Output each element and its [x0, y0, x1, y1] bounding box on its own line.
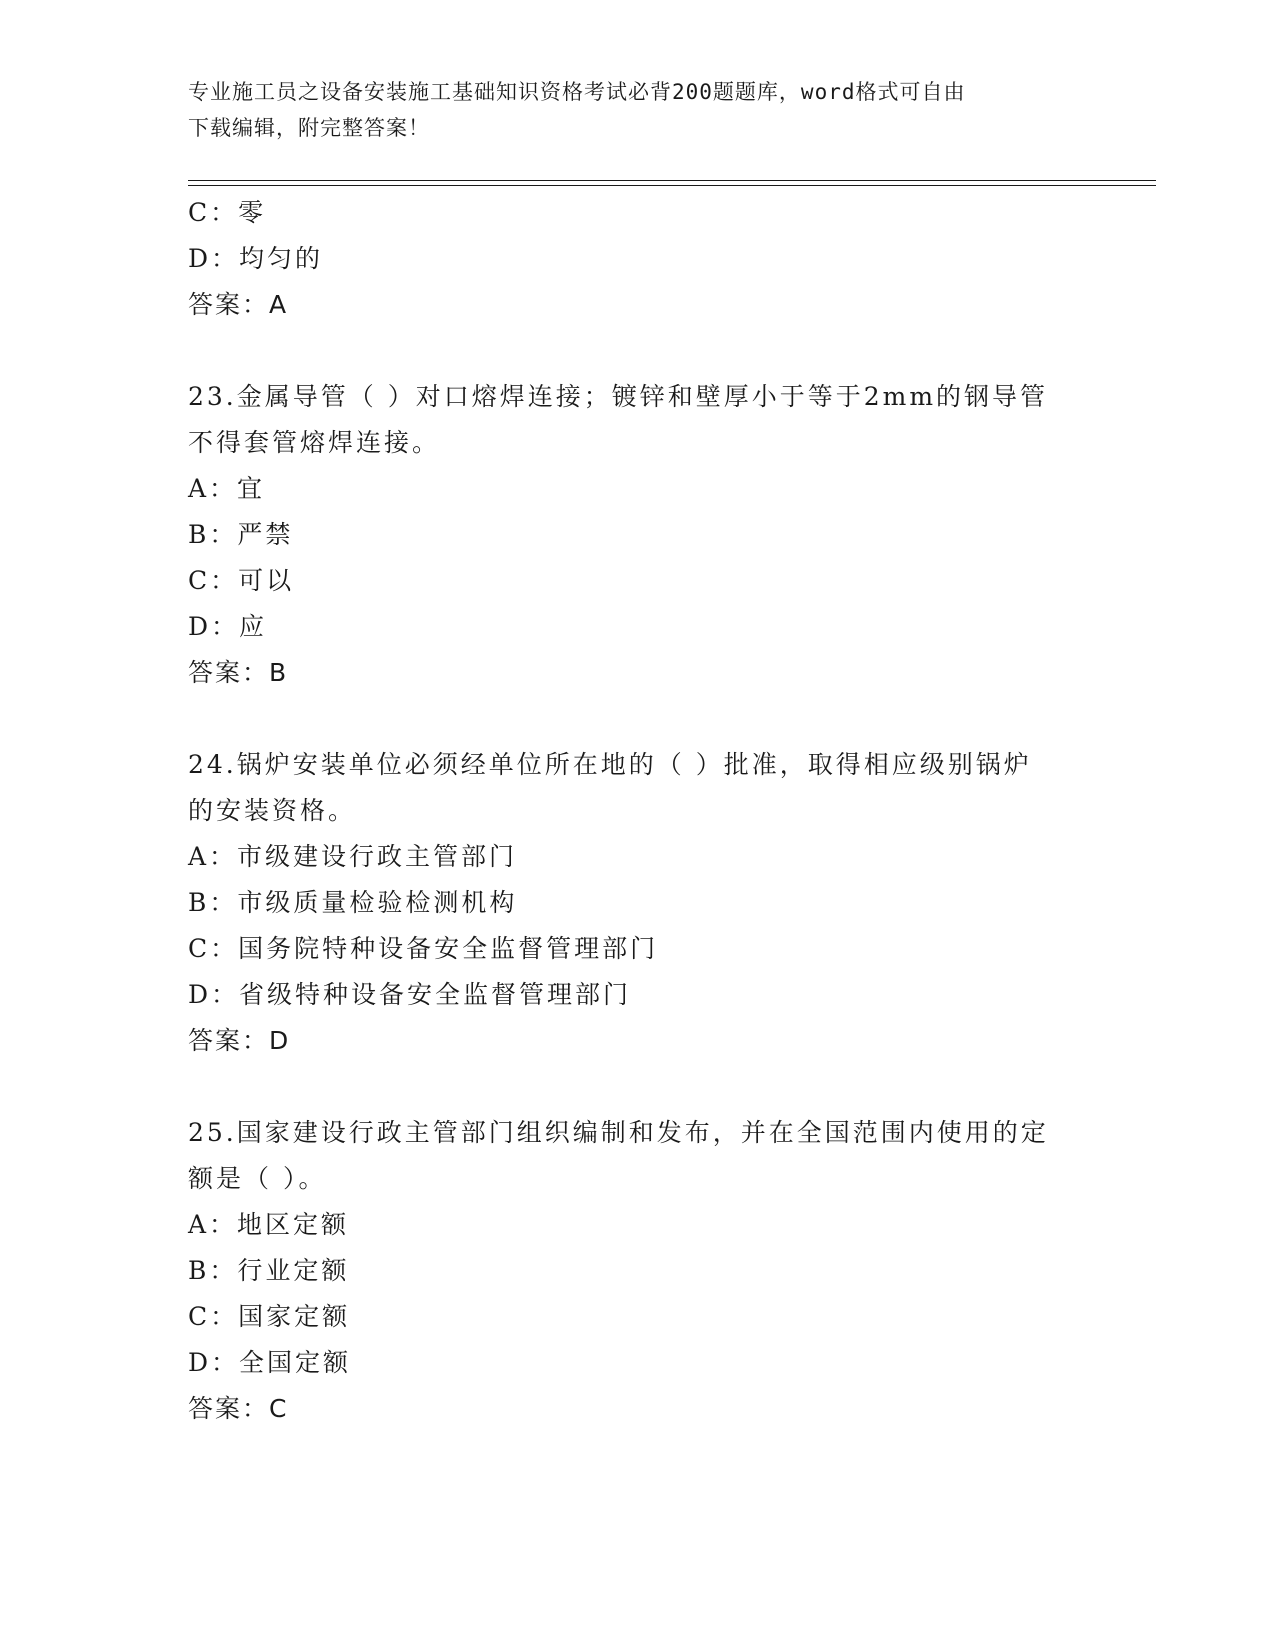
option-c: C：国家定额 — [188, 1302, 351, 1331]
option-b: B：市级质量检验检测机构 — [188, 888, 518, 917]
question-stem: 23.金属导管（ ）对口熔焊连接；镀锌和壁厚小于等于2mm的钢导管 — [188, 382, 1049, 411]
question-stem-continued: 不得套管熔焊连接。 — [188, 428, 441, 457]
option-a: A：宜 — [188, 474, 266, 503]
spacer — [188, 1064, 1088, 1110]
question-stem-continued: 的安装资格。 — [188, 796, 357, 825]
question-23 — [188, 374, 1088, 696]
question-stem: 25.国家建设行政主管部门组织编制和发布，并在全国范围内使用的定 — [188, 1118, 1049, 1147]
option-b: B：严禁 — [188, 520, 294, 549]
spacer — [188, 696, 1088, 742]
spacer — [188, 328, 1088, 374]
answer-label: 答案：A — [188, 290, 289, 319]
option-c: C：国务院特种设备安全监督管理部门 — [188, 934, 659, 963]
question-24 — [188, 742, 1088, 1064]
option-a: A：地区定额 — [188, 1210, 350, 1239]
question-25 — [188, 1110, 1088, 1432]
option-a: A：市级建设行政主管部门 — [188, 842, 518, 871]
question-stem: 24.锅炉安装单位必须经单位所在地的（ ）批准，取得相应级别锅炉 — [188, 750, 1032, 779]
option-d: D：省级特种设备安全监督管理部门 — [188, 980, 632, 1009]
option-d: D：全国定额 — [188, 1348, 352, 1377]
question-22-tail — [188, 190, 1088, 328]
answer-label: 答案：D — [188, 1026, 291, 1055]
option-d: D：均匀的 — [188, 244, 324, 273]
question-list — [188, 190, 1088, 1432]
answer-label: 答案：C — [188, 1394, 289, 1423]
option-d: D：应 — [188, 612, 268, 641]
header-line-1: 专业施工员之设备安装施工基础知识资格考试必背200题题库，word格式可自由 — [188, 80, 966, 104]
question-stem-continued: 额是（ ）。 — [188, 1164, 327, 1193]
page-header — [188, 74, 1068, 146]
answer-label: 答案：B — [188, 658, 289, 687]
option-c: C：零 — [188, 198, 267, 227]
option-b: B：行业定额 — [188, 1256, 350, 1285]
header-divider-top — [188, 180, 1156, 181]
option-c: C：可以 — [188, 566, 295, 595]
header-line-2: 下载编辑，附完整答案！ — [188, 116, 430, 140]
header-divider-bottom — [188, 185, 1156, 186]
